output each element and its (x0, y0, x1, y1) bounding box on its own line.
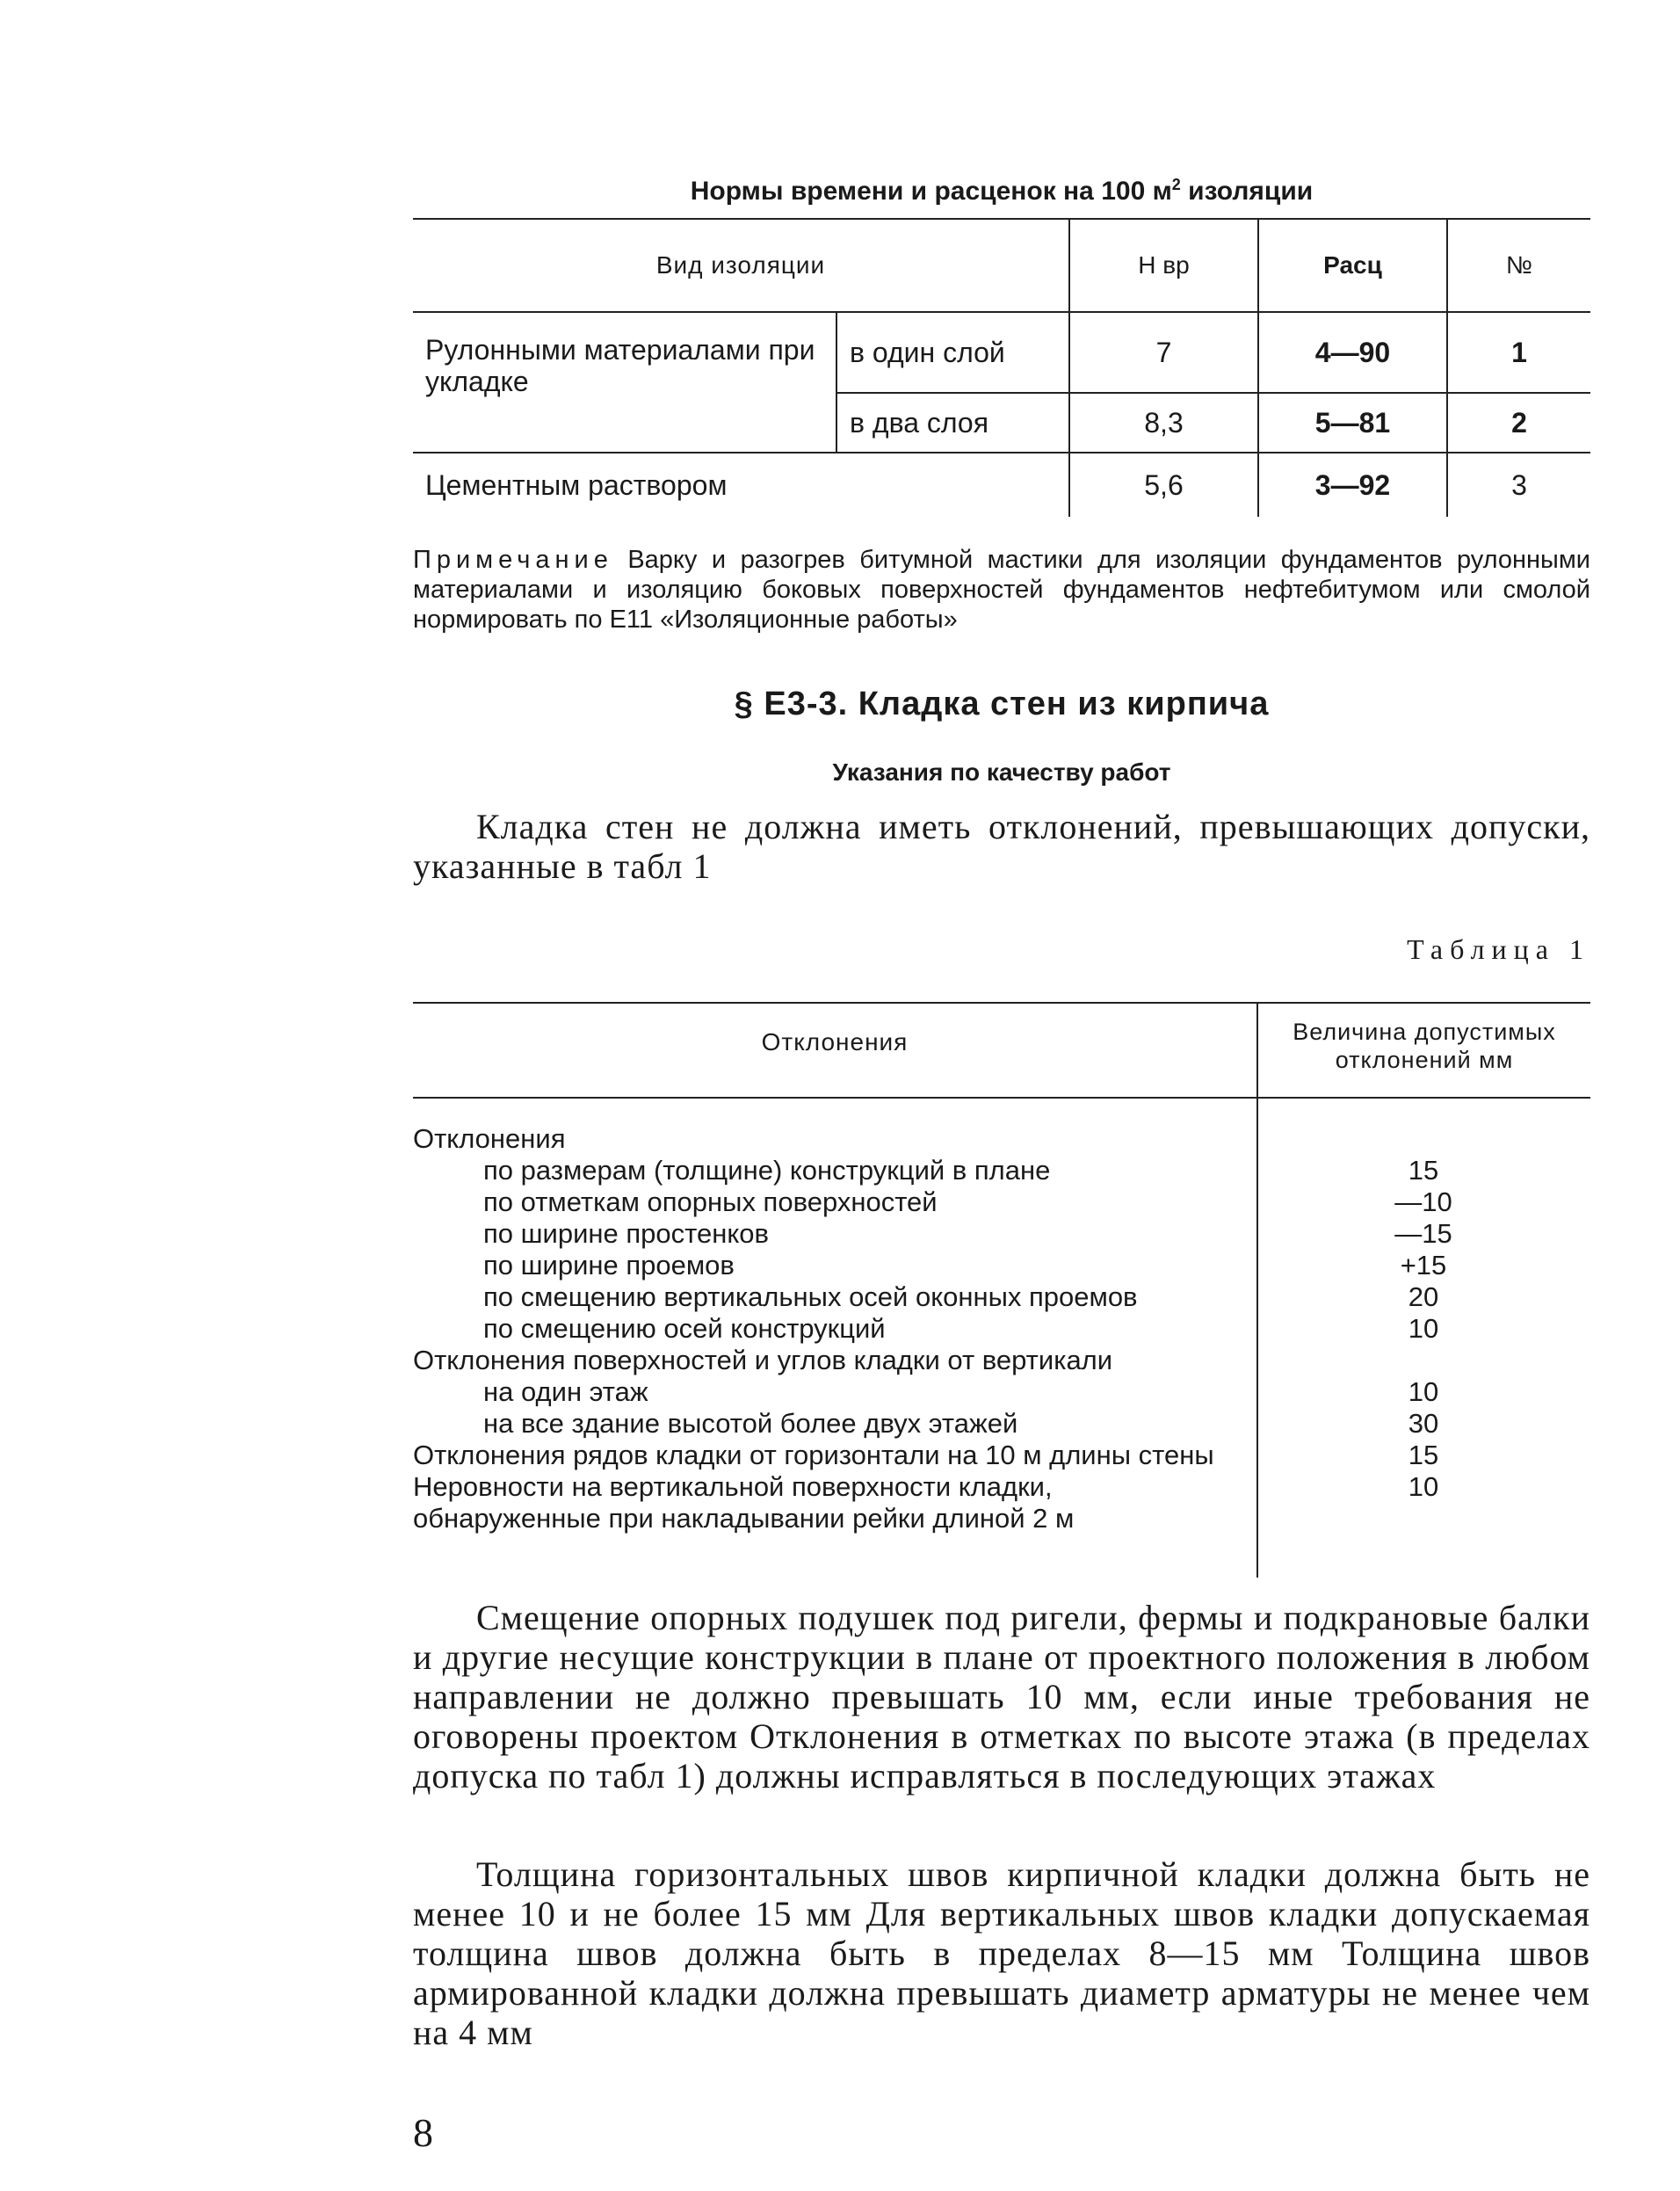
table-label: Таблица 1 (1407, 933, 1590, 965)
row-label: по размерам (толщине) конструкций в плане (483, 1155, 1051, 1186)
document-page (413, 0, 1590, 2191)
row-number: 2 (1447, 393, 1590, 453)
table-row (413, 1250, 1590, 1281)
table-row (413, 1123, 1590, 1155)
row-value: —10 (1394, 1186, 1452, 1217)
row-number: 3 (1447, 453, 1590, 517)
table-note (413, 545, 1590, 635)
rasc-value: 5—81 (1258, 393, 1447, 453)
caption-superscript: 2 (1171, 176, 1181, 193)
page-number: 8 (413, 2110, 433, 2155)
sub-label: в два слоя (836, 393, 1069, 453)
caption-main: Нормы времени и расценок на 100 м (690, 177, 1172, 206)
header-rasc: Расц (1258, 219, 1447, 312)
row-value: 30 (1408, 1408, 1439, 1439)
table-row (413, 312, 1590, 393)
row-label: Отклонения поверхностей и углов кладки от вертикали (413, 1345, 1113, 1375)
group-label: Рулонными материалами при укладке (425, 334, 815, 397)
deviation-rows (413, 1123, 1590, 1534)
table-row (413, 1313, 1590, 1345)
table-row (413, 1345, 1590, 1376)
section-title: § Е3-3. Кладка стен из кирпича (734, 686, 1270, 722)
row-label: Отклонения (413, 1123, 566, 1154)
note-text: Варку и разогрев битумной мастики для изоляции фундаментов рулонными материалами и изоляцию боковых поверхностей фундаментов нефтебитумом или смолой нормировать по Е11 «Изоляционные работы» (413, 546, 1590, 634)
row-value (1256, 1345, 1590, 1376)
row-value: 20 (1408, 1281, 1439, 1312)
norms-table-caption (413, 176, 1590, 207)
row-value: 15 (1408, 1440, 1439, 1470)
header-deviations: Отклонения (761, 1028, 909, 1056)
row-label: по отметкам опорных поверхностей (483, 1186, 938, 1217)
rasc-value: 3—92 (1258, 453, 1447, 517)
norms-table (413, 218, 1590, 517)
row-label: Неровности на вертикальной поверхности кладки, обнаруженные при накладывании рейки длиной 2 м (413, 1471, 1075, 1534)
caption-end: изоляции (1180, 177, 1314, 206)
table-row (413, 453, 1590, 517)
body-paragraph-joints: Толщина горизонтальных швов кирпичной кладки должна быть не менее 10 и не более 15 мм Для вертикальных швов кладки допускаемая толщина швов должна быть в пределах 8—15 мм Толщина швов армированной кладки должна превышать диаметр арматуры не менее чем на 4 мм (413, 1854, 1590, 2052)
row-value: 10 (1408, 1313, 1439, 1344)
nvr-value: 8,3 (1069, 393, 1258, 453)
row-value: +15 (1400, 1250, 1447, 1281)
row-label: по ширине простенков (483, 1218, 769, 1249)
row-value: 10 (1408, 1376, 1439, 1407)
row-label: по смещению вертикальных осей оконных проемов (483, 1281, 1138, 1312)
table-header-rule (413, 1097, 1590, 1099)
section-subheading: Указания по качеству работ (832, 758, 1171, 786)
table-row (413, 1186, 1590, 1218)
header-allowed-values: Величина допустимых отклонений мм (1293, 1019, 1556, 1073)
nvr-value: 7 (1069, 312, 1258, 393)
nvr-value: 5,6 (1069, 453, 1258, 517)
norms-table-header (413, 219, 1590, 312)
sub-label: в один слой (836, 312, 1069, 393)
deviation-table (413, 1002, 1590, 1578)
table-row (413, 1218, 1590, 1250)
table-top-rule (413, 1002, 1590, 1004)
row-label: Отклонения рядов кладки от горизонтали на 10 м длины стены (413, 1440, 1214, 1470)
table-row (413, 1440, 1590, 1471)
row-label: по смещению осей конструкций (483, 1313, 886, 1344)
row-label: на один этаж (483, 1376, 648, 1407)
row-label: по ширине проемов (483, 1250, 735, 1281)
note-lead: Примечание (413, 546, 613, 574)
cement-label: Цементным раствором (413, 453, 1069, 517)
row-value: —15 (1394, 1218, 1452, 1249)
row-value (1256, 1123, 1590, 1155)
rasc-value: 4—90 (1258, 312, 1447, 393)
header-vid: Вид изоляции (413, 219, 1069, 312)
row-value: 10 (1408, 1471, 1439, 1502)
header-nvr: Н вр (1069, 219, 1258, 312)
row-value: 15 (1408, 1155, 1439, 1186)
body-paragraph-offsets: Смещение опорных подушек под ригели, фермы и подкрановые балки и другие несущие конструкции в плане от проектного положения в любом направлении не должно превышать 10 мм, если иные требования не оговорены проектом Отклонения в отметках по высоте этажа (в пределах допуска по табл 1) должны исправляться в последующих этажах (413, 1598, 1590, 1796)
table-row (413, 1376, 1590, 1408)
row-number: 1 (1447, 312, 1590, 393)
table-row (413, 1408, 1590, 1440)
intro-paragraph: Кладка стен не должна иметь отклонений, превышающих допуски, указанные в табл 1 (413, 807, 1590, 886)
row-label: на все здание высотой более двух этажей (483, 1408, 1018, 1439)
table-row (413, 1471, 1590, 1534)
table-row (413, 1155, 1590, 1186)
header-num: № (1447, 219, 1590, 312)
table-row (413, 1281, 1590, 1313)
